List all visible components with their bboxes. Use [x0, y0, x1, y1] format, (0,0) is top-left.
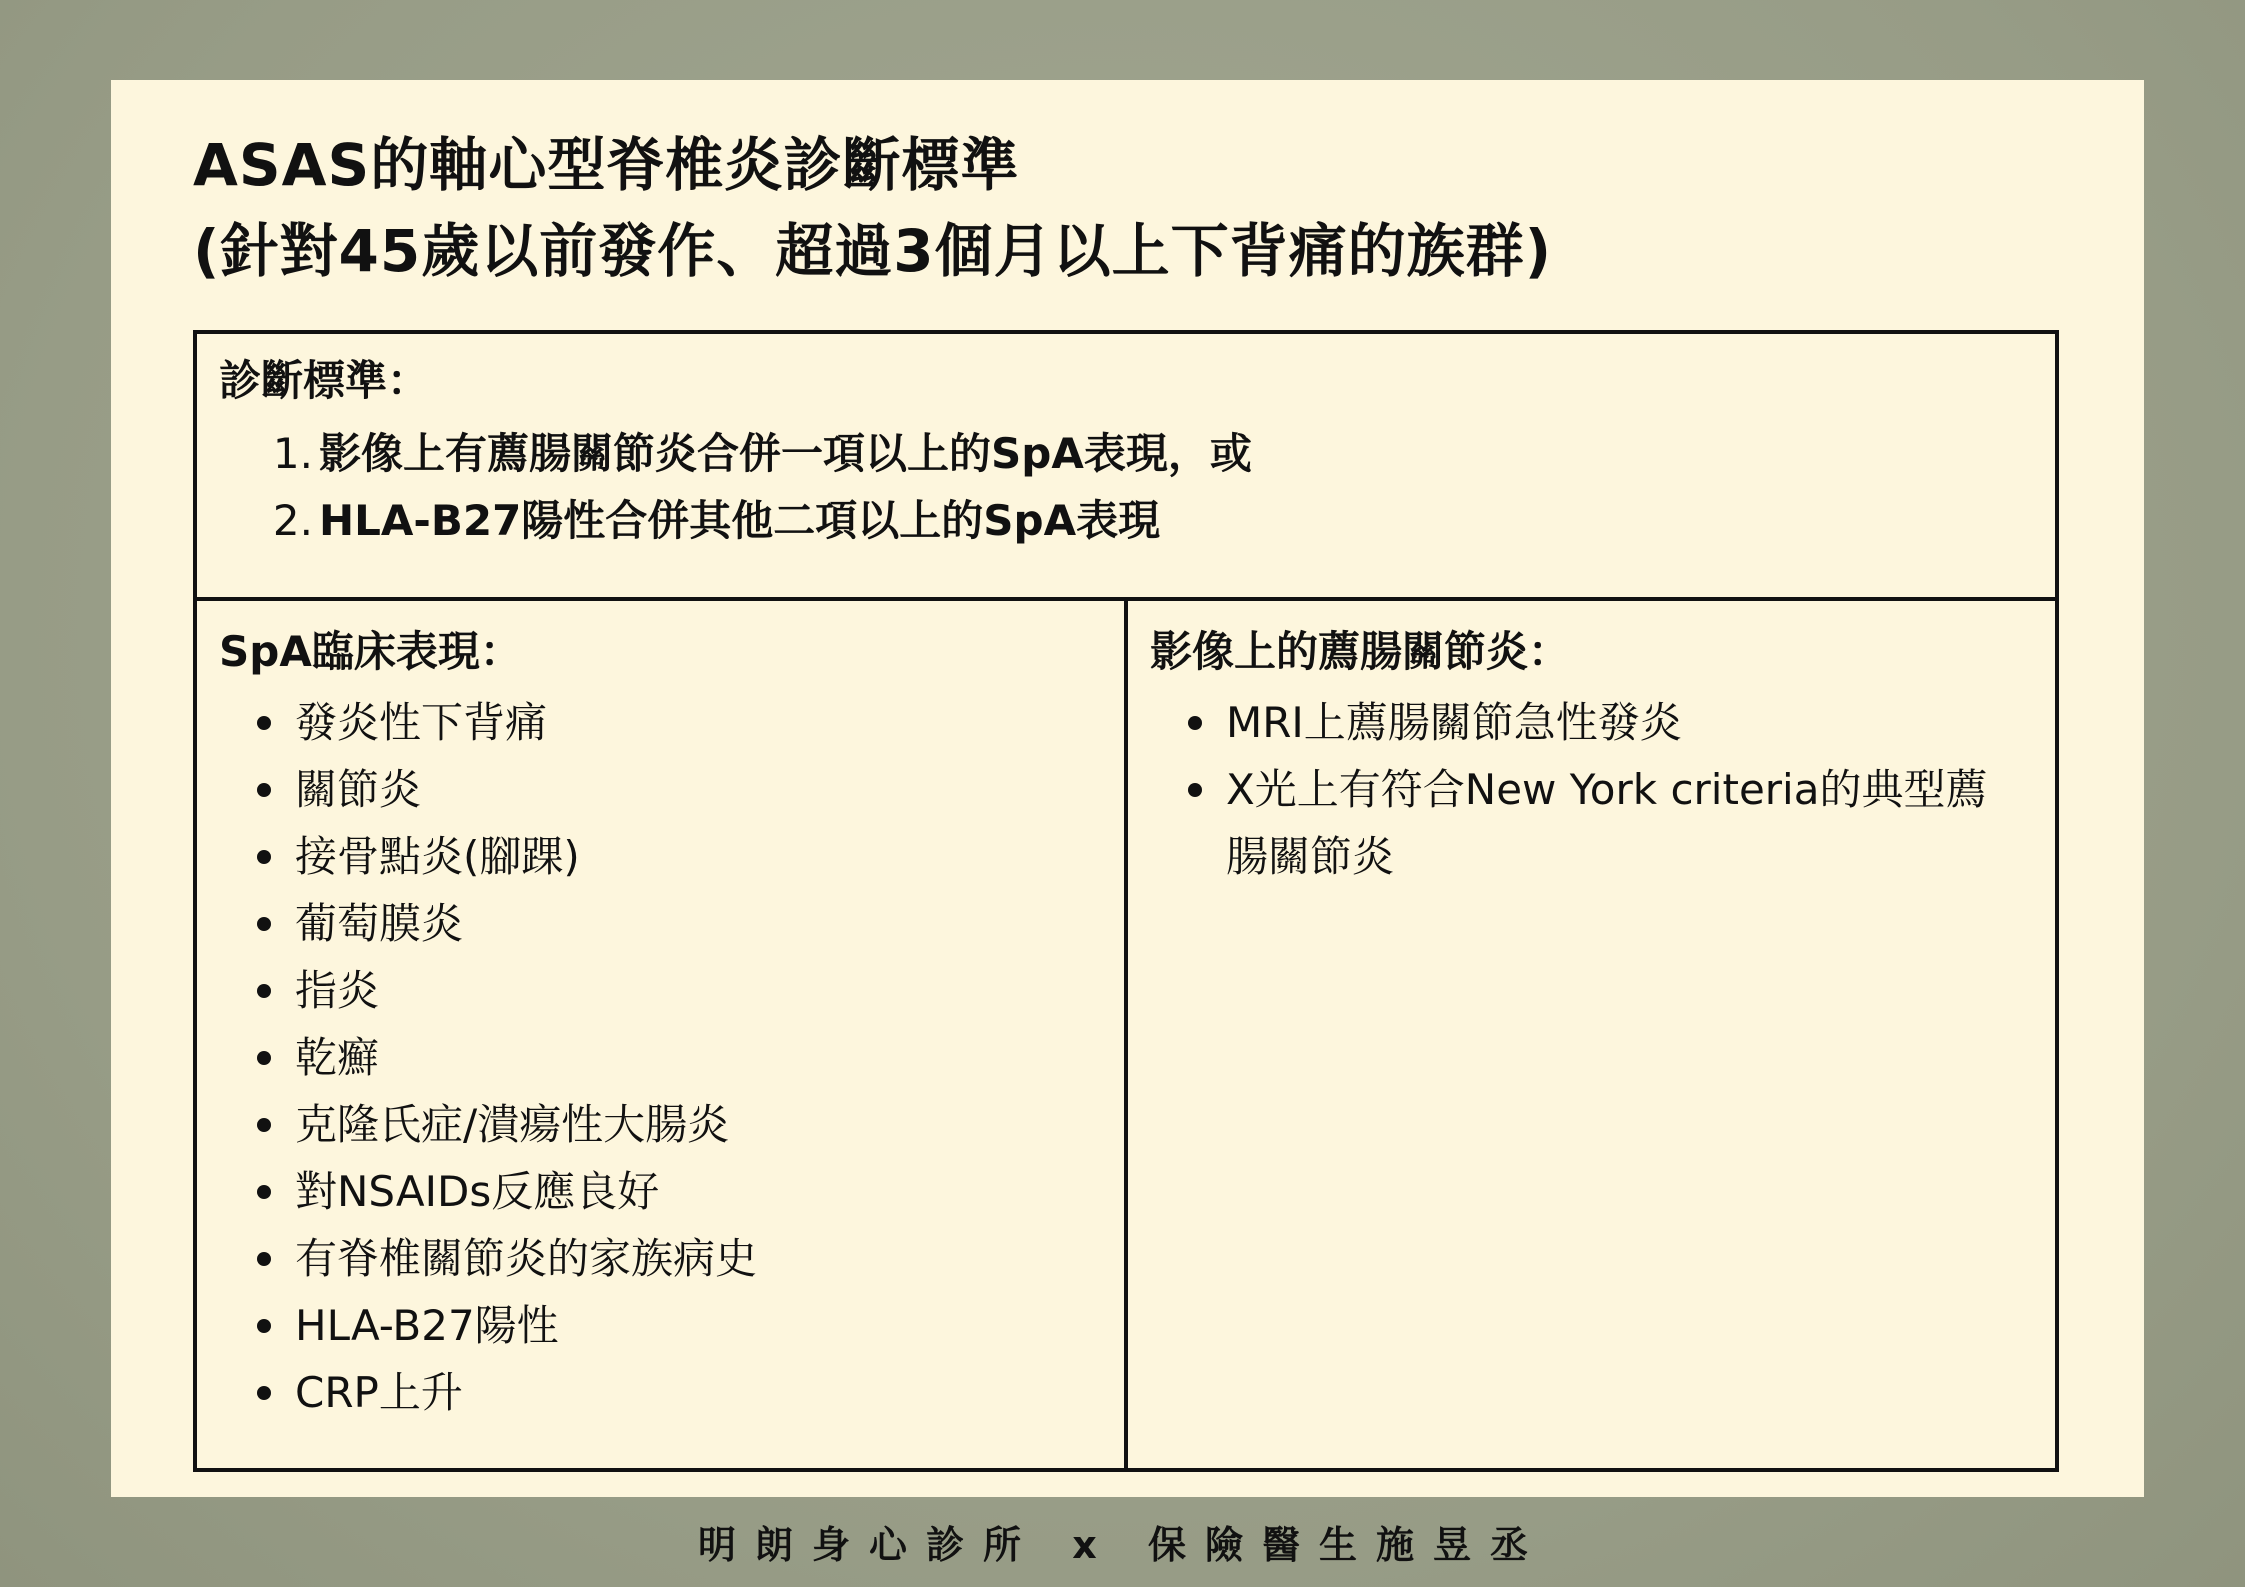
- list-item: 克隆氏症/潰瘍性大腸炎: [219, 1091, 1124, 1158]
- bullet-icon: [257, 1118, 271, 1132]
- footer-credit: 明朗身心診所 x 保險醫生施昱丞: [698, 1523, 1547, 1567]
- list-item: MRI上薦腸關節急性發炎: [1150, 689, 2055, 756]
- imaging-column: [1128, 601, 2055, 1468]
- list-item: 乾癬: [219, 1024, 1124, 1091]
- clinical-heading: SpA臨床表現：: [219, 627, 522, 676]
- list-item: CRP上升: [219, 1359, 1124, 1426]
- title-line-1: ASAS的軸心型脊椎炎診斷標準: [193, 131, 1020, 199]
- title-line-2: (針對45歲以前發作、超過3個月以上下背痛的族群): [193, 217, 1553, 285]
- list-item: X光上有符合New York criteria的典型薦腸關節炎: [1150, 756, 2055, 890]
- bullet-icon: [257, 917, 271, 931]
- document-card: [111, 80, 2144, 1497]
- bullet-icon: [257, 1051, 271, 1065]
- page-title: [193, 122, 1552, 294]
- clinical-list: [219, 689, 1124, 1426]
- manifestations-row: [197, 601, 2055, 1468]
- bullet-icon: [257, 1252, 271, 1266]
- bullet-icon: [1188, 783, 1202, 797]
- bullet-icon: [1188, 716, 1202, 730]
- list-item: 葡萄膜炎: [219, 890, 1124, 957]
- criteria-list: [219, 420, 2055, 554]
- criteria-heading: 診斷標準：: [219, 356, 430, 405]
- criteria-item: [219, 487, 2055, 554]
- list-item: 接骨點炎(腳踝): [219, 823, 1124, 890]
- list-item: 發炎性下背痛: [219, 689, 1124, 756]
- bullet-icon: [257, 850, 271, 864]
- bullet-icon: [257, 716, 271, 730]
- clinical-column: [197, 601, 1128, 1468]
- list-item: HLA-B27陽性: [219, 1292, 1124, 1359]
- list-item: 有脊椎關節炎的家族病史: [219, 1225, 1124, 1292]
- list-item: 指炎: [219, 957, 1124, 1024]
- criteria-item: [219, 420, 2055, 487]
- bullet-icon: [257, 984, 271, 998]
- criteria-text: HLA-B27陽性合併其他二項以上的SpA表現: [319, 496, 1161, 545]
- bullet-icon: [257, 783, 271, 797]
- criteria-table: [193, 330, 2059, 1472]
- imaging-heading: 影像上的薦腸關節炎：: [1150, 627, 1571, 676]
- criteria-number: 1.: [272, 429, 313, 478]
- criteria-number: 2.: [272, 496, 313, 545]
- bullet-icon: [257, 1319, 271, 1333]
- imaging-list: [1150, 689, 2055, 890]
- diagnostic-criteria-section: [197, 334, 2055, 601]
- bullet-icon: [257, 1185, 271, 1199]
- criteria-text: 影像上有薦腸關節炎合併一項以上的SpA表現，或: [319, 429, 1252, 478]
- list-item: 對NSAIDs反應良好: [219, 1158, 1124, 1225]
- bullet-icon: [257, 1386, 271, 1400]
- list-item: 關節炎: [219, 756, 1124, 823]
